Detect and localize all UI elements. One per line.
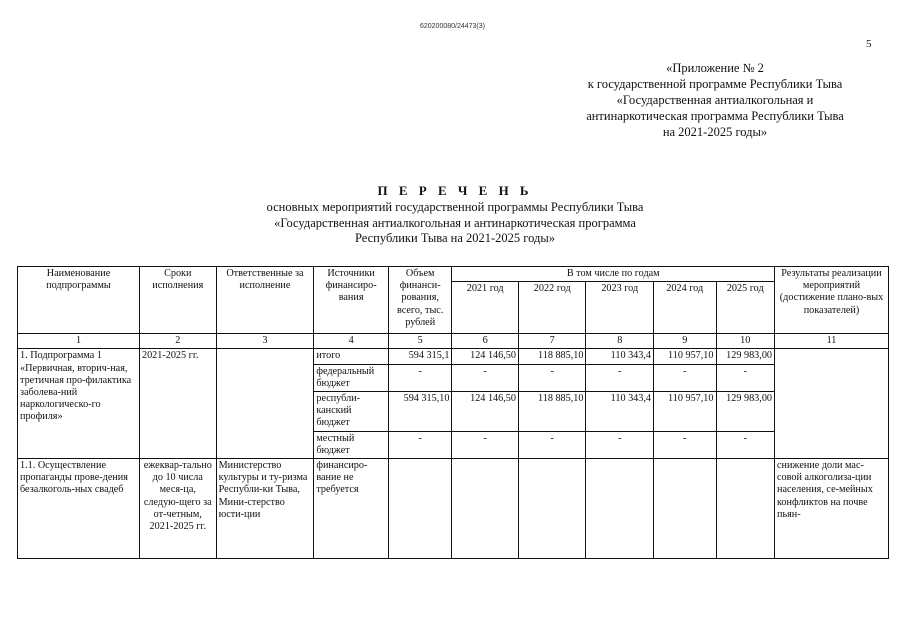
- funding-2023: 110 343,4: [586, 392, 654, 432]
- measure-name: 1.1. Осуществление пропаганды прове-дения безалкоголь-ных свадеб: [18, 459, 140, 559]
- measure-terms: ежеквар-тально до 10 числа меся-ца, следую-щего за от-четным, 2021-2025 гг.: [139, 459, 216, 559]
- measure-2024: [654, 459, 716, 559]
- measure-total: [388, 459, 452, 559]
- funding-2025: -: [716, 431, 775, 458]
- header-name: Наименование подпрограммы: [18, 267, 140, 334]
- funding-2023: -: [586, 431, 654, 458]
- column-number: 11: [775, 334, 889, 349]
- funding-2021: -: [452, 364, 519, 391]
- column-number: 9: [654, 334, 716, 349]
- document-title-block: [200, 182, 710, 247]
- header-year: 2023 год: [586, 282, 654, 334]
- measure-2022: [518, 459, 586, 559]
- subprogram-results: [775, 349, 889, 459]
- funding-source: федеральный бюджет: [314, 364, 389, 391]
- header-year: 2022 год: [518, 282, 586, 334]
- measure-2025: [716, 459, 775, 559]
- funding-2025: 129 983,00: [716, 392, 775, 432]
- appendix-header: [545, 60, 885, 140]
- funding-2024: -: [654, 431, 716, 458]
- subprogram-terms: 2021-2025 гг.: [139, 349, 216, 459]
- funding-source: местный бюджет: [314, 431, 389, 458]
- funding-2024: 110 957,10: [654, 392, 716, 432]
- funding-2021: 124 146,50: [452, 349, 519, 364]
- funding-2022: 118 885,10: [518, 349, 586, 364]
- header-year: 2024 год: [654, 282, 716, 334]
- page-number: 5: [866, 38, 872, 50]
- column-number: 2: [139, 334, 216, 349]
- funding-total: 594 315,10: [388, 392, 452, 432]
- document-subtitle-line: Республики Тыва на 2021-2025 годы»: [354, 231, 556, 245]
- column-number: 10: [716, 334, 775, 349]
- table-row: [18, 349, 889, 364]
- subprogram-responsible: [216, 349, 314, 459]
- measure-source: финансиро-вание не требуется: [314, 459, 389, 559]
- header-volume: Объем финанси-рования, всего, тыс. рублей: [388, 267, 452, 334]
- funding-2021: -: [452, 431, 519, 458]
- table-row: [18, 459, 889, 559]
- funding-total: -: [388, 431, 452, 458]
- column-number: 7: [518, 334, 586, 349]
- measure-2023: [586, 459, 654, 559]
- subprogram-name: 1. Подпрограмма 1 «Первичная, вторич-ная, третичная про-филактика заболева-ний наркологическо-го профиля»: [18, 349, 140, 459]
- column-number: 3: [216, 334, 314, 349]
- measure-result: снижение доли мас-совой алкоголиза-ции населения, се-мейных конфликтов на почве пьян-: [775, 459, 889, 559]
- column-number: 8: [586, 334, 654, 349]
- header-year: 2025 год: [716, 282, 775, 334]
- measure-responsible: Министерство культуры и ту-ризма Республи-ки Тыва, Мини-стерство юсти-ции: [216, 459, 314, 559]
- measure-2021: [452, 459, 519, 559]
- column-number: 1: [18, 334, 140, 349]
- header-by-years: В том числе по годам: [452, 267, 775, 282]
- funding-2022: -: [518, 431, 586, 458]
- document-title: П Е Р Е Ч Е Н Ь: [377, 183, 533, 198]
- document-subtitle-line: «Государственная антиалкогольная и антинаркотическая программа: [274, 215, 636, 230]
- appendix-line: антинаркотическая программа Республики Тыва: [586, 109, 844, 123]
- document-id: 620200080/24473(3): [419, 23, 485, 30]
- measures-table: [17, 266, 889, 559]
- funding-2021: 124 146,50: [452, 392, 519, 432]
- funding-2022: 118 885,10: [518, 392, 586, 432]
- column-number: 4: [314, 334, 389, 349]
- funding-2025: 129 983,00: [716, 349, 775, 364]
- header-responsible: Ответственные за исполнение: [216, 267, 314, 334]
- funding-total: 594 315,1: [388, 349, 452, 364]
- header-year: 2021 год: [452, 282, 519, 334]
- header-terms: Сроки исполнения: [139, 267, 216, 334]
- funding-2024: -: [654, 364, 716, 391]
- funding-source: республи-канский бюджет: [314, 392, 389, 432]
- appendix-line: на 2021-2025 годы»: [662, 125, 768, 139]
- column-number: 5: [388, 334, 452, 349]
- document-subtitle-line: основных мероприятий государственной программы Республики Тыва: [266, 200, 644, 214]
- funding-source: итого: [314, 349, 389, 364]
- header-sources: Источники финансиро-вания: [314, 267, 389, 334]
- appendix-line: к государственной программе Республики Тыва: [587, 77, 843, 91]
- header-results: Результаты реализации мероприятий (достижение плано-вых показателей): [775, 267, 889, 334]
- appendix-line: «Государственная антиалкогольная и: [616, 93, 814, 107]
- column-number: 6: [452, 334, 519, 349]
- funding-total: -: [388, 364, 452, 391]
- funding-2022: -: [518, 364, 586, 391]
- appendix-line: «Приложение № 2: [666, 61, 764, 75]
- funding-2023: -: [586, 364, 654, 391]
- funding-2023: 110 343,4: [586, 349, 654, 364]
- funding-2024: 110 957,10: [654, 349, 716, 364]
- column-numbers-row: [18, 334, 889, 349]
- funding-2025: -: [716, 364, 775, 391]
